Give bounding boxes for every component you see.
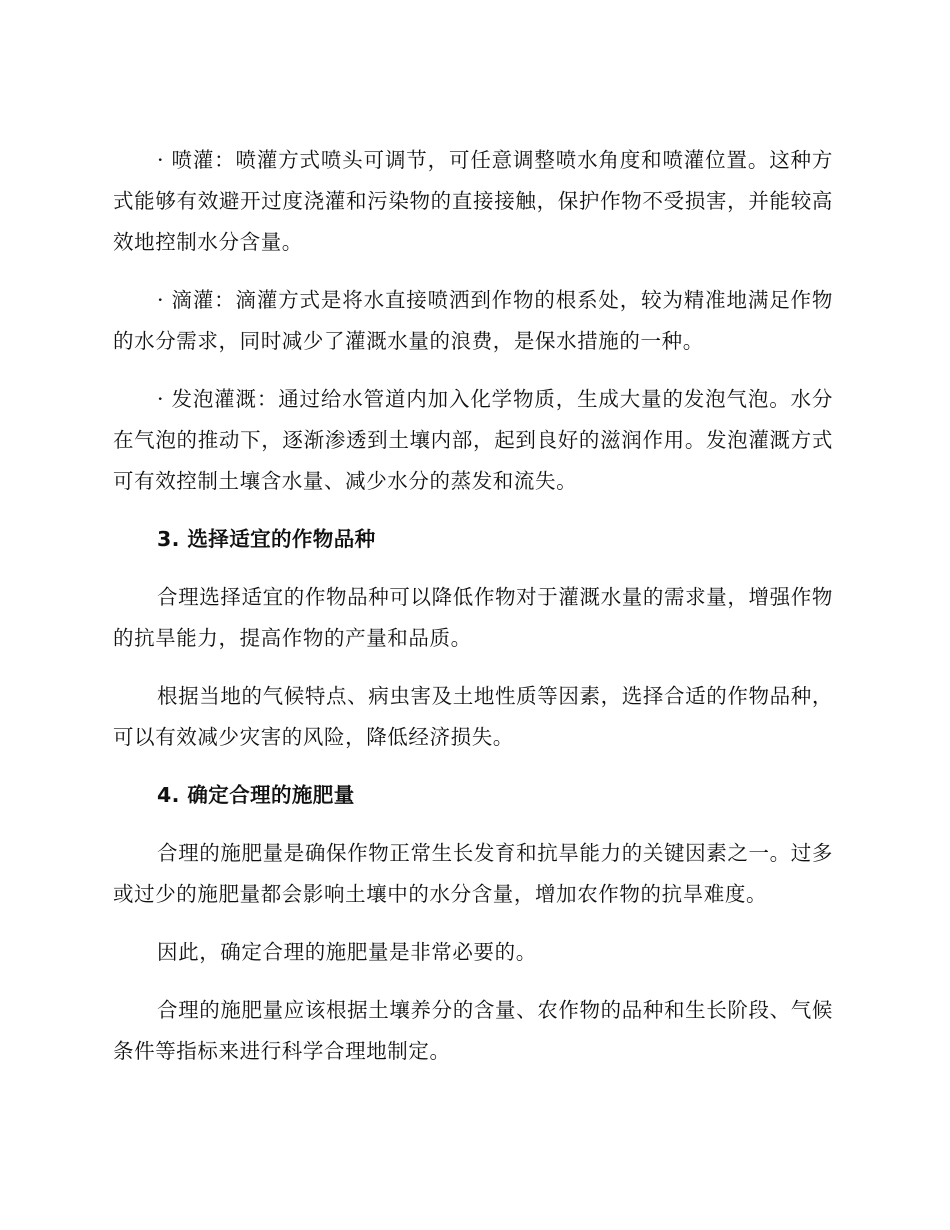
section-heading-crop-varieties: 3. 选择适宜的作物品种 <box>157 527 376 551</box>
paragraph-local-conditions: 根据当地的气候特点、病虫害及土地性质等因素，选择合适的作物品种，可以有效减少灾害的风险，降低经济损失。 <box>113 684 833 749</box>
paragraph-fertilizer-necessity: 因此，确定合理的施肥量是非常必要的。 <box>157 940 537 964</box>
paragraph-sprinkler-irrigation: · 喷灌：喷灌方式喷头可调节，可任意调整喷水角度和喷灌位置。这种方式能够有效避开过度浇灌和污染物的直接接触，保护作物不受损害，并能较高效地控制水分含量。 <box>113 148 833 254</box>
paragraph-foam-irrigation: · 发泡灌溉：通过给水管道内加入化学物质，生成大量的发泡气泡。水分在气泡的推动下，逐渐渗透到土壤内部，起到良好的滋润作用。发泡灌溉方式可有效控制土壤含水量、减少水分的蒸发和流失。 <box>113 387 833 493</box>
section-heading-fertilizer: 4. 确定合理的施肥量 <box>157 783 355 807</box>
paragraph-fertilizer-importance: 合理的施肥量是确保作物正常生长发育和抗旱能力的关键因素之一。过多或过少的施肥量都会影响土壤中的水分含量，增加农作物的抗旱难度。 <box>113 841 833 906</box>
document-body <box>113 140 833 1072</box>
paragraph-fertilizer-basis: 合理的施肥量应该根据土壤养分的含量、农作物的品种和生长阶段、气候条件等指标来进行科学合理地制定。 <box>113 998 833 1063</box>
paragraph-crop-selection: 合理选择适宜的作物品种可以降低作物对于灌溉水量的需求量，增强作物的抗旱能力，提高作物的产量和品质。 <box>113 585 833 650</box>
paragraph-drip-irrigation: · 滴灌：滴灌方式是将水直接喷洒到作物的根系处，较为精准地满足作物的水分需求，同时减少了灌溉水量的浪费，是保水措施的一种。 <box>113 288 833 353</box>
